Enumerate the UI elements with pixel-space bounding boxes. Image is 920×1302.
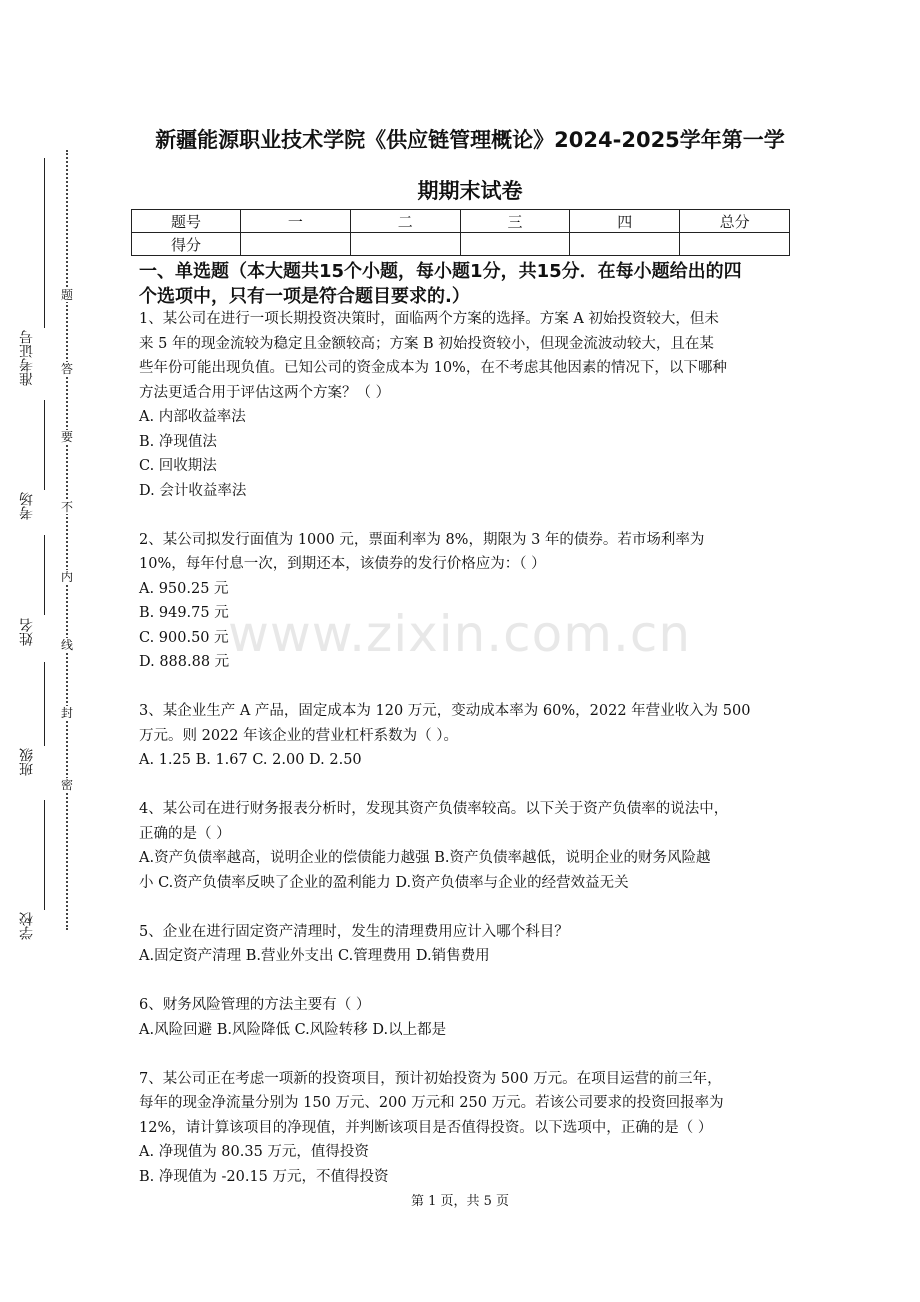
question-line: D. 888.88 元 bbox=[139, 654, 230, 670]
school-line bbox=[44, 800, 45, 910]
score-header-cell: 题号 bbox=[132, 210, 241, 233]
seal-char: 内 bbox=[58, 570, 76, 584]
score-header-cell: 四 bbox=[570, 210, 680, 233]
label-exam-id: 准考证号 bbox=[19, 330, 35, 386]
question-spacer bbox=[139, 895, 807, 920]
exam-title: 新疆能源职业技术学院《供应链管理概论》2024-2025学年第一学 bbox=[155, 128, 785, 152]
section-heading bbox=[139, 259, 799, 309]
score-header-row bbox=[132, 210, 790, 233]
seal-char: 密 bbox=[58, 778, 76, 792]
score-header-cell: 总分 bbox=[680, 210, 790, 233]
score-cell bbox=[241, 233, 351, 256]
binding-sidebar bbox=[8, 0, 48, 1302]
question-item bbox=[139, 920, 807, 969]
exam-room-line bbox=[44, 400, 45, 490]
question-line: 正确的是（ ） bbox=[139, 825, 231, 842]
score-row-label: 得分 bbox=[132, 233, 241, 256]
question-line: A. 净现值为 80.35 万元，值得投资 bbox=[139, 1144, 369, 1160]
question-spacer bbox=[139, 675, 807, 700]
question-spacer bbox=[139, 1042, 807, 1067]
question-line: B. 净现值为 -20.15 万元，不值得投资 bbox=[139, 1168, 389, 1185]
question-line: 10%，每年付息一次，到期还本，该债券的发行价格应为：（ ） bbox=[139, 556, 546, 572]
question-spacer bbox=[139, 773, 807, 798]
section-heading-line: 个选项中，只有一项是符合题目要求的.） bbox=[139, 286, 470, 307]
seal-char: 封 bbox=[58, 706, 76, 720]
score-header-cell: 三 bbox=[460, 210, 570, 233]
question-line: 每年的现金净流量分别为 150 万元、200 万元和 250 万元。若该公司要求的投资回报率为 bbox=[139, 1095, 724, 1111]
question-line: 5、企业在进行固定资产清理时，发生的清理费用应计入哪个科目？ bbox=[139, 923, 569, 940]
watermark: www.zixin.com.cn bbox=[228, 605, 692, 663]
question-line: 来 5 年的现金流较为稳定且金额较高；方案 B 初始投资较小，但现金流波动较大，且在某 bbox=[139, 335, 714, 352]
score-header-cell: 一 bbox=[241, 210, 351, 233]
page-footer: 第 1 页，共 5 页 bbox=[410, 1194, 510, 1209]
question-line: 万元。则 2022 年该企业的营业杠杆系数为（ ）。 bbox=[139, 727, 458, 744]
question-line: 3、某企业生产 A 产品，固定成本为 120 万元，变动成本率为 60%，2022 年营业收入为 500 bbox=[139, 703, 751, 719]
question-line: 些年份可能出现负值。已知公司的资金成本为 10%，在不考虑其他因素的情况下，以下哪种 bbox=[139, 360, 727, 376]
question-line: D. 会计收益率法 bbox=[139, 482, 247, 499]
question-line: B. 净现值法 bbox=[139, 433, 217, 450]
question-item bbox=[139, 699, 807, 773]
question-line: C. 900.50 元 bbox=[139, 629, 229, 646]
question-item bbox=[139, 993, 807, 1042]
exam-id-line bbox=[44, 158, 45, 328]
score-table bbox=[131, 209, 790, 256]
label-name: 姓名 bbox=[19, 618, 35, 646]
question-item bbox=[139, 307, 807, 503]
question-spacer bbox=[139, 503, 807, 528]
score-cell bbox=[460, 233, 570, 256]
question-line: C. 回收期法 bbox=[139, 458, 217, 474]
seal-char: 要 bbox=[58, 430, 76, 444]
label-exam-room: 考场 bbox=[19, 492, 35, 520]
section-heading-line: 一、单选题（本大题共15个小题，每小题1分，共15分．在每小题给出的四 bbox=[139, 261, 742, 282]
question-line: 7、某公司正在考虑一项新的投资项目，预计初始投资为 500 万元。在项目运营的前三年， bbox=[139, 1070, 722, 1087]
question-line: A. 内部收益率法 bbox=[139, 409, 246, 425]
seal-char: 答 bbox=[58, 362, 76, 376]
seal-char: 不 bbox=[58, 500, 76, 514]
score-cell bbox=[350, 233, 460, 256]
question-item bbox=[139, 797, 807, 895]
question-item bbox=[139, 1067, 807, 1190]
question-line: B. 949.75 元 bbox=[139, 605, 229, 621]
question-line: 2、某公司拟发行面值为 1000 元，票面利率为 8%，期限为 3 年的债券。若市场利率为 bbox=[139, 531, 705, 548]
question-line: 1、某公司在进行一项长期投资决策时，面临两个方案的选择。方案 A 初始投资较大，但未 bbox=[139, 311, 719, 327]
label-class: 班级 bbox=[19, 748, 35, 776]
score-cell bbox=[570, 233, 680, 256]
seal-line bbox=[58, 150, 78, 930]
score-value-row bbox=[132, 233, 790, 256]
seal-dotted-line bbox=[66, 150, 68, 930]
question-line: A.风险回避 B.风险降低 C.风险转移 D.以上都是 bbox=[139, 1021, 447, 1038]
question-line: A.资产负债率越高，说明企业的偿债能力越强 B.资产负债率越低，说明企业的财务风险越 bbox=[139, 850, 711, 866]
question-line: 6、财务风险管理的方法主要有（ ） bbox=[139, 997, 371, 1013]
question-line: A.固定资产清理 B.营业外支出 C.管理费用 D.销售费用 bbox=[139, 948, 490, 964]
exam-title-cont: 期期末试卷 bbox=[417, 179, 523, 203]
score-cell bbox=[680, 233, 790, 256]
score-header-cell: 二 bbox=[350, 210, 460, 233]
seal-char: 线 bbox=[58, 638, 76, 652]
question-line: 4、某公司在进行财务报表分析时，发现其资产负债率较高。以下关于资产负债率的说法中， bbox=[139, 801, 729, 817]
question-line: 小 C.资产负债率反映了企业的盈利能力 D.资产负债率与企业的经营效益无关 bbox=[139, 874, 629, 891]
question-line: A. 1.25 B. 1.67 C. 2.00 D. 2.50 bbox=[139, 752, 362, 768]
name-line bbox=[44, 535, 45, 615]
label-school: 学校 bbox=[19, 912, 35, 940]
question-line: 12%，请计算该项目的净现值，并判断该项目是否值得投资。以下选项中，正确的是（ ） bbox=[139, 1119, 713, 1136]
seal-char: 题 bbox=[58, 288, 76, 302]
class-line bbox=[44, 662, 45, 746]
question-spacer bbox=[139, 969, 807, 994]
question-list bbox=[139, 307, 807, 1189]
question-line: 方法更适合用于评估这两个方案？（ ） bbox=[139, 384, 391, 401]
question-line: A. 950.25 元 bbox=[139, 580, 229, 597]
